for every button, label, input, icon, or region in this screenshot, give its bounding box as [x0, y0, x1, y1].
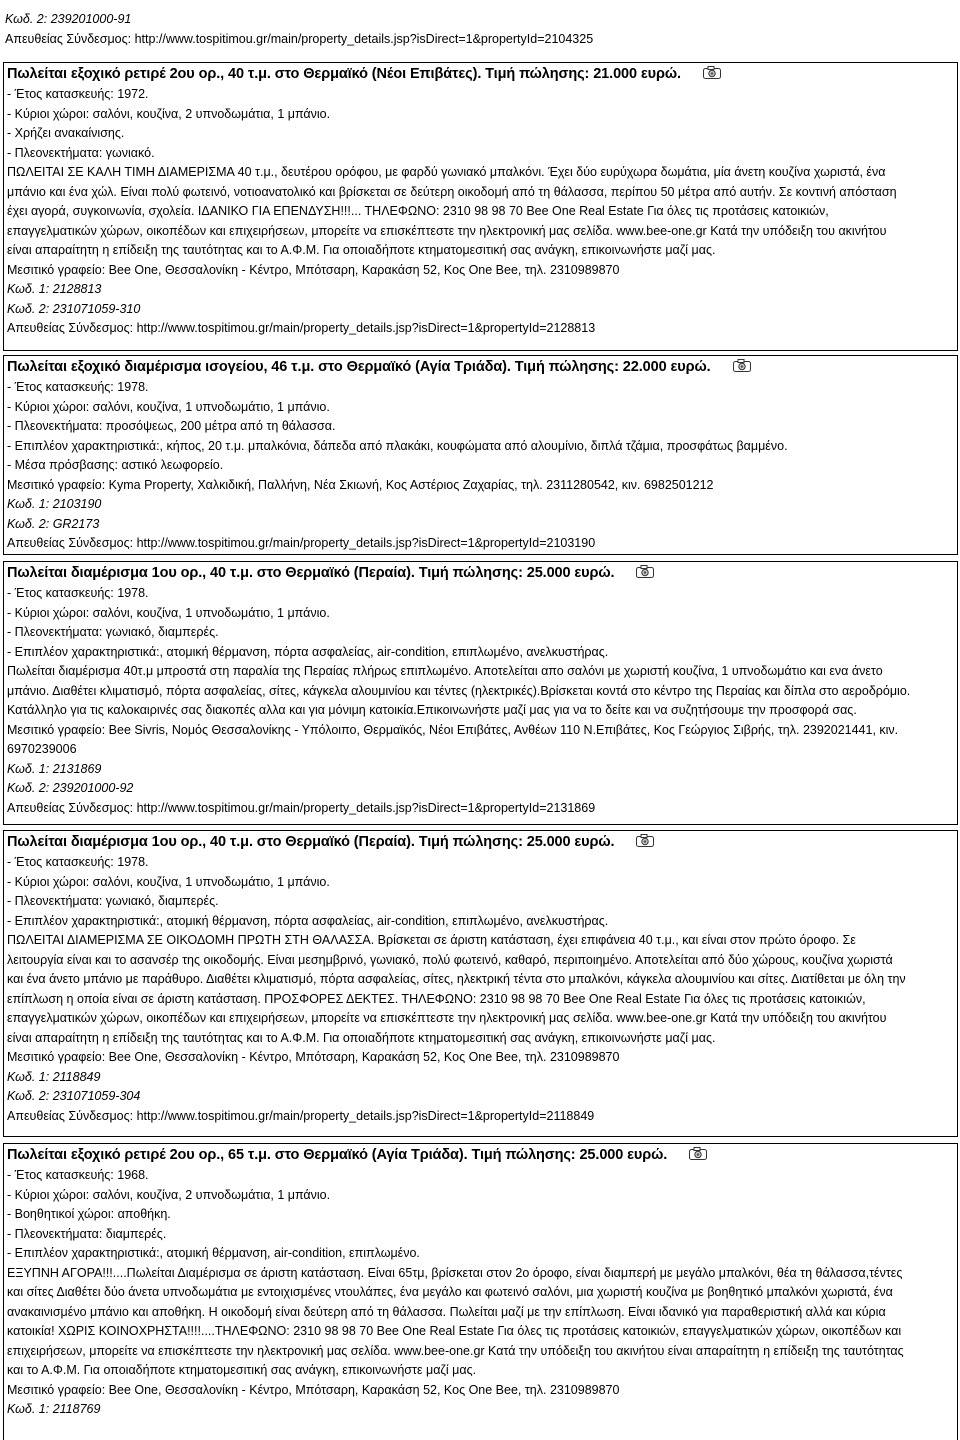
detail-line: - Κύριοι χώροι: σαλόνι, κουζίνα, 1 υπνοδωμάτιο, 1 μπάνιο. [7, 874, 330, 889]
detail-line: - Έτος κατασκευής: 1972. [7, 87, 149, 101]
detail-line: - Χρήζει ανακαίνισης. [7, 126, 125, 140]
code-2: Κωδ. 2: 239201000-92 [7, 781, 134, 795]
direct-link[interactable]: Απευθείας Σύνδεσμος: http://www.tospitimou.gr/main/property_details.jsp?isDirect=1&propertyId=2131869 [7, 800, 596, 815]
camera-icon[interactable] [703, 66, 721, 79]
detail-line: - Κύριοι χώροι: σαλόνι, κουζίνα, 2 υπνοδωμάτια, 1 μπάνιο. [7, 106, 331, 121]
description-line: ΠΩΛΕΙΤΑΙ ΔΙΑΜΕΡΙΣΜΑ ΣΕ ΟΙΚΟΔΟΜΗ ΠΡΩΤΗ ΣΤΗ ΘΑΛΑΣΣΑ. Βρίσκεται σε άριστη κατάσταση, έχει επιφάνεια 40 τ.μ., και είναι στον πρώτο όροφο. Σε [7, 933, 856, 947]
listing-card [3, 1143, 958, 1440]
listing-card [3, 561, 958, 825]
code-2: Κωδ. 2: 231071059-304 [7, 1089, 141, 1103]
detail-line: - Μέσα πρόσβασης: αστικό λεωφορείο. [7, 458, 224, 472]
description-line: κατοικία! ΧΩΡΙΣ ΚΟΙΝΟΧΡΗΣΤΑ!!!!....ΤΗΛΕΦΩΝΟ: 2310 98 98 70 Bee One Real Estate Για όλες τις προτάσεις κατοικιών, επαγγελματικών χώρων, οικοπέδων και [7, 1324, 902, 1338]
agent-info: Μεσιτικό γραφείο: Bee One, Θεσσαλονίκη - Κέντρο, Μπότσαρη, Καρακάση 52, Κος One Bee, τηλ. 2310989870 [7, 1382, 620, 1397]
code-1: Κωδ. 1: 2118769 [7, 1402, 101, 1416]
detail-line: - Κύριοι χώροι: σαλόνι, κουζίνα, 2 υπνοδωμάτια, 1 μπάνιο. [7, 1187, 331, 1202]
direct-link[interactable]: Απευθείας Σύνδεσμος: http://www.tospitimou.gr/main/property_details.jsp?isDirect=1&propertyId=2103190 [7, 536, 596, 550]
description-line: έχει αγορά, συγκοινωνία, σχολεία. ΙΔΑΝΙΚΟ ΓΙΑ ΕΠΕΝΔΥΣΗ!!!... ΤΗΛΕΦΩΝΟ: 2310 98 98 70 Bee One Real Estate Για όλες τις προτάσεις κατοικιών, [7, 204, 829, 218]
description-line: επιχειρήσεων, μπορείτε να επισκέπτεστε την ηλεκτρονική μας σελίδα. www.bee-one.gr Κατά την υπόδειξη του ακινήτου είναι απαραίτητη η επίδειξη της ταυτότητας [7, 1343, 904, 1358]
detail-line: - Επιπλέον χαρακτηριστικά:, ατομική θέρμανση, πόρτα ασφαλείας, air-condition, επιπλωμένο, ανελκυστήρας. [7, 644, 609, 659]
listing-title[interactable]: Πωλείται εξοχικό ρετιρέ 2ου ορ., 65 τ.μ. στο Θερμαϊκό (Αγία Τριάδα). Τιμή πώλησης: 25.000 ευρώ. [7, 1144, 954, 1166]
detail-line: - Πλεονεκτήματα: γωνιακό, διαμπερές. [7, 625, 219, 639]
detail-line: - Κύριοι χώροι: σαλόνι, κουζίνα, 1 υπνοδωμάτιο, 1 μπάνιο. [7, 399, 330, 414]
description-line: ΕΞΥΠΝΗ ΑΓΟΡΑ!!!....Πωλείται Διαμέρισμα σε άριστη κατάσταση. Είναι 65τμ, βρίσκεται στον 2ο όροφο, είναι διαμπερή με μεγάλο μπαλκόνι, θέα τη θάλασσα,τέντες [7, 1265, 903, 1280]
agent-info: 6970239006 [7, 742, 77, 756]
code-2: Κωδ. 2: GR2173 [7, 516, 100, 531]
listing-title[interactable]: Πωλείται εξοχικό ρετιρέ 2ου ορ., 40 τ.μ. στο Θερμαϊκό (Νέοι Επιβάτες). Τιμή πώλησης: 21.000 ευρώ. [7, 63, 954, 85]
code-1: Κωδ. 1: 2118849 [7, 1069, 101, 1084]
detail-line: - Έτος κατασκευής: 1978. [7, 586, 149, 600]
listing-title[interactable]: Πωλείται διαμέρισμα 1ου ορ., 40 τ.μ. στο Θερμαϊκό (Περαία). Τιμή πώλησης: 25.000 ευρώ. [7, 831, 954, 853]
previous-listing-footer [5, 10, 955, 49]
agent-info: Μεσιτικό γραφείο: Bee One, Θεσσαλονίκη - Κέντρο, Μπότσαρη, Καρακάση 52, Κος One Bee, τηλ. 2310989870 [7, 1050, 620, 1064]
camera-icon[interactable] [733, 359, 751, 372]
description-line: είναι απαραίτητη η επίδειξη της ταυτότητας και το Α.Φ.Μ. Για οποιαδήποτε κτηματομεσιτική σας ανάγκη, επικοινωνήστε μαζί μας. [7, 1030, 716, 1045]
description-line: και ένα άνετο μπάνιο με παράθυρο. Διαθέτει κλιματισμό, πόρτα ασφαλείας, σίτες, ηλεκτρική τέντα στο μπαλκόνι, κάγκελα αλουμινίου και σίτες. Διατίθεται με όλη την [7, 972, 906, 986]
detail-line: - Κύριοι χώροι: σαλόνι, κουζίνα, 1 υπνοδωμάτιο, 1 μπάνιο. [7, 605, 330, 620]
detail-line: - Βοηθητικοί χώροι: αποθήκη. [7, 1207, 171, 1221]
detail-line: - Πλεονεκτήματα: προσόψεως, 200 μέτρα από τη θάλασσα. [7, 419, 336, 433]
description-line: μπάνιο και ένα χώλ. Είναι πολύ φωτεινό, νοτιοανατολικό και βρίσκεται σε δεύτερη οικοδομή από τη θάλασσα, περίπου 50 μέτρα από αυτήν. Σε κοντινή απόσταση [7, 184, 897, 199]
description-line: επαγγελματικών χώρων, οικοπέδων και επιχειρήσεων, μπορείτε να επισκέπτεστε την ηλεκτρονική μας σελίδα. www.bee-one.gr Κατά την υπόδειξη του ακινήτου [7, 1011, 887, 1025]
description-line: ΠΩΛΕΙΤΑΙ ΣΕ ΚΑΛΗ ΤΙΜΗ ΔΙΑΜΕΡΙΣΜΑ 40 τ.μ., δευτέρου ορόφου, με φαρδύ γωνιακό μπαλκόνι. Έχει δύο ευρύχωρα δωμάτια, μία άνετη κουζίνα χωριστά, ένα [7, 165, 886, 179]
description-line: μπάνιο. Διαθέτει κλιματισμό, πόρτα ασφαλείας, σίτες, κάγκελα αλουμινίου και τέντες (ηλεκτρικές).Βρίσκεται κοντά στο κέντρο της Περαίας και δίπλα στο αεροδρόμιο. [7, 683, 911, 698]
description-line: Πωλείται διαμέρισμα 40τ.μ μπροστά στη παραλία της Περαίας πλήρως επιπλωμένο. Αποτελείται απο σαλόνι με χωριστή κουζίνα, 1 υπνοδωμάτιο και ενα άνετο [7, 664, 883, 678]
camera-icon[interactable] [636, 834, 654, 847]
description-line: είναι απαραίτητη η επίδειξη της ταυτότητας και το Α.Φ.Μ. Για οποιαδήποτε κτηματομεσιτική σας ανάγκη, επικοινωνήστε μαζί μας. [7, 243, 716, 257]
description-line: ανακαινισμένο μπάνιο και αποθήκη. Η οικοδομή είναι δεύτερη από τη θάλασσα. Πωλείται μαζί με την επίπλωση. Είναι ιδανικό για παραθεριστική αλλά και κύρια [7, 1304, 886, 1319]
detail-line: - Πλεονεκτήματα: διαμπερές. [7, 1226, 167, 1241]
agent-info: Μεσιτικό γραφείο: Bee One, Θεσσαλονίκη - Κέντρο, Μπότσαρη, Καρακάση 52, Κος One Bee, τηλ. 2310989870 [7, 262, 620, 277]
listing-title[interactable]: Πωλείται διαμέρισμα 1ου ορ., 40 τ.μ. στο Θερμαϊκό (Περαία). Τιμή πώλησης: 25.000 ευρώ. [7, 562, 954, 584]
detail-line: - Πλεονεκτήματα: γωνιακό, διαμπερές. [7, 894, 219, 908]
detail-line: - Έτος κατασκευής: 1978. [7, 855, 149, 869]
agent-info: Μεσιτικό γραφείο: Kyma Property, Χαλκιδική, Παλλήνη, Νέα Σκιωνή, Κος Αστέριος Ζαχαρίας, τηλ. 2311280542, κιν. 6982501212 [7, 477, 714, 492]
code-2: Κωδ. 2: 231071059-310 [7, 301, 141, 316]
code-1: Κωδ. 1: 2103190 [7, 497, 102, 511]
direct-link[interactable]: Απευθείας Σύνδεσμος: http://www.tospitimou.gr/main/property_details.jsp?isDirect=1&propertyId=2104325 [5, 31, 594, 46]
camera-icon[interactable] [689, 1147, 707, 1160]
description-line: επαγγελματικών χώρων, οικοπέδων και επιχειρήσεων, μπορείτε να επισκέπτεστε την ηλεκτρονική μας σελίδα. www.bee-one.gr Κατά την υπόδειξη του ακινήτου [7, 223, 887, 238]
detail-line: - Έτος κατασκευής: 1968. [7, 1168, 149, 1182]
detail-line: - Επιπλέον χαρακτηριστικά:, ατομική θέρμανση, air-condition, επιπλωμένο. [7, 1246, 420, 1260]
detail-line: - Έτος κατασκευής: 1978. [7, 380, 149, 394]
description-line: λειτουργία είναι και το ασανσέρ της οικοδομής. Είναι μεσημβρινό, γωνιακό, πολύ φωτεινό, καθαρό, περιποιημένο. Αποτελείται από δύο χώρους, κουζίνα χωριστά [7, 952, 893, 967]
listing-card [3, 355, 958, 555]
description-line: Κατάλληλο για τις καλοκαιρινές σας διακοπές αλλα και για μόνιμη κατοικία.Επικοινωνήστε μαζί μας για να το δείτε και να συζητήσουμε την προσφορά σας. [7, 703, 857, 717]
code-2: Κωδ. 2: 239201000-91 [5, 12, 132, 26]
detail-line: - Επιπλέον χαρακτηριστικά:, κήπος, 20 τ.μ. μπαλκόνια, δάπεδα από πλακάκι, κουφώματα από αλουμίνιο, διπλά τζάμια, προσφάτως βαμμένο. [7, 438, 788, 453]
direct-link[interactable]: Απευθείας Σύνδεσμος: http://www.tospitimou.gr/main/property_details.jsp?isDirect=1&propertyId=2118849 [7, 1108, 595, 1123]
listing-card [3, 830, 958, 1137]
detail-line: - Πλεονεκτήματα: γωνιακό. [7, 145, 155, 160]
agent-info: Μεσιτικό γραφείο: Bee Sivris, Νομός Θεσσαλονίκης - Υπόλοιπο, Θερμαϊκός, Νέοι Επιβάτες, Ανθέων 110 Ν.Επιβάτες, Κος Γεώργιος Σιβρής, τηλ. 2392021441, κιν. [7, 722, 899, 737]
listing-title[interactable]: Πωλείται εξοχικό διαμέρισμα ισογείου, 46 τ.μ. στο Θερμαϊκό (Αγία Τριάδα). Τιμή πώλησης: 22.000 ευρώ. [7, 356, 954, 378]
camera-icon[interactable] [636, 565, 654, 578]
listing-card [3, 62, 958, 351]
description-line: και σίτες Διαθέτει δύο άνετα υπνοδωμάτια με εντοιχισμένες ντουλάπες, ένα μεγάλο και φωτεινό σαλόνι, μια χωριστή κουζίνα με βοηθητικό μπαλκόνι χωριστά, ένα [7, 1285, 893, 1299]
description-line: επίπλωση η οποία είναι σε άριστη κατάσταση. ΠΡΟΣΦΟΡΕΣ ΔΕΚΤΕΣ. ΤΗΛΕΦΩΝΟ: 2310 98 98 70 Bee One Real Estate Για όλες τις προτάσεις κατοικιών, [7, 991, 866, 1006]
code-1: Κωδ. 1: 2128813 [7, 282, 102, 296]
detail-line: - Επιπλέον χαρακτηριστικά:, ατομική θέρμανση, πόρτα ασφαλείας, air-condition, επιπλωμένο, ανελκυστήρας. [7, 913, 609, 928]
description-line: και το Α.Φ.Μ. Για οποιαδήποτε κτηματομεσιτική σας ανάγκη, επικοινωνήστε μαζί μας. [7, 1363, 477, 1377]
code-1: Κωδ. 1: 2131869 [7, 761, 102, 776]
direct-link[interactable]: Απευθείας Σύνδεσμος: http://www.tospitimou.gr/main/property_details.jsp?isDirect=1&propertyId=2128813 [7, 321, 596, 335]
